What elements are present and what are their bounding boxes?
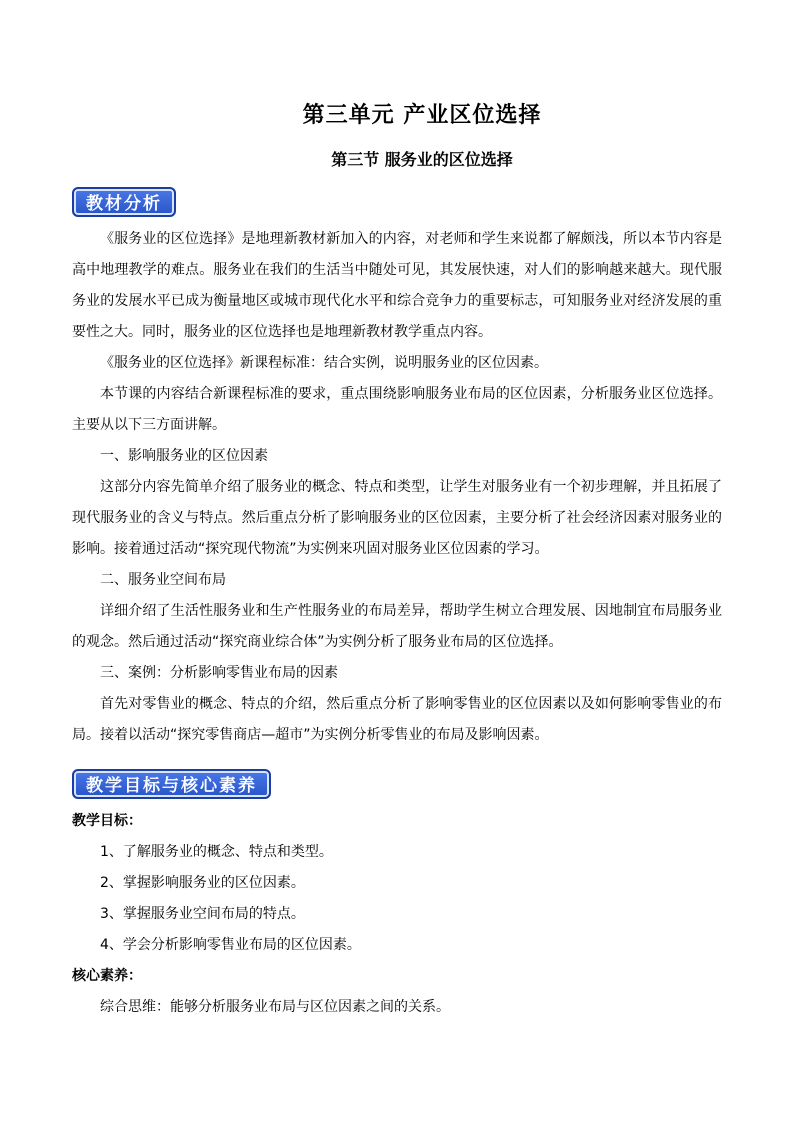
subheading: 二、服务业空间布局 — [100, 572, 226, 588]
goal-item: 3、掌握服务业空间布局的特点。 — [100, 906, 305, 922]
subheading: 一、影响服务业的区位因素 — [100, 448, 268, 464]
goals-literacy-badge: 教学目标与核心素养 — [72, 769, 271, 799]
literacy-item: 综合思维：能够分析服务业布局与区位因素之间的关系。 — [100, 999, 450, 1015]
goal-item: 4、学会分析影响零售业布局的区位因素。 — [100, 937, 361, 953]
unit-title: 第三单元 产业区位选择 — [302, 102, 542, 128]
goal-item: 2、掌握影响服务业的区位因素。 — [100, 875, 305, 891]
paragraph: 首先对零售业的概念、特点的介绍，然后重点分析了影响零售业的区位因素以及如何影响零售业的布局。接着以活动“探究零售商店—超市”为实例分析零售业的布局及影响因素。 — [72, 696, 722, 743]
literacy-label: 核心素养： — [72, 968, 142, 984]
paragraph: 详细介绍了生活性服务业和生产性服务业的布局差异，帮助学生树立合理发展、因地制宜布局服务业的观念。然后通过活动“探究商业综合体”为实例分析了服务业布局的区位选择。 — [72, 603, 722, 650]
textbook-analysis-badge: 教材分析 — [72, 187, 176, 217]
paragraph: 《服务业的区位选择》是地理新教材新加入的内容，对老师和学生来说都了解颇浅，所以本节内容是高中地理教学的难点。服务业在我们的生活当中随处可见，其发展快速，对人们的影响越来越大。现代服务业的发展水平已成为衡量地区或城市现代化水平和综合竞争力的重要标志，可知服务业对经济发展的重要性之大。同时，服务业的区位选择也是地理新教材教学重点内容。 — [72, 231, 722, 340]
section-title: 第三节 服务业的区位选择 — [331, 150, 513, 169]
textbook-analysis-body — [72, 224, 722, 751]
goals-label: 教学目标： — [72, 813, 142, 829]
paragraph: 《服务业的区位选择》新课程标准：结合实例，说明服务业的区位因素。 — [100, 355, 548, 371]
goal-item: 1、了解服务业的概念、特点和类型。 — [100, 844, 333, 860]
paragraph: 这部分内容先简单介绍了服务业的概念、特点和类型，让学生对服务业有一个初步理解，并且拓展了现代服务业的含义与特点。然后重点分析了影响服务业的区位因素，主要分析了社会经济因素对服务业的影响。接着通过活动“探究现代物流”为实例来巩固对服务业区位因素的学习。 — [72, 479, 722, 557]
goals-literacy-body — [72, 806, 722, 1023]
subheading: 三、案例：分析影响零售业布局的因素 — [100, 665, 338, 681]
paragraph: 本节课的内容结合新课程标准的要求，重点围绕影响服务业布局的区位因素，分析服务业区位选择。主要从以下三方面讲解。 — [72, 386, 722, 433]
